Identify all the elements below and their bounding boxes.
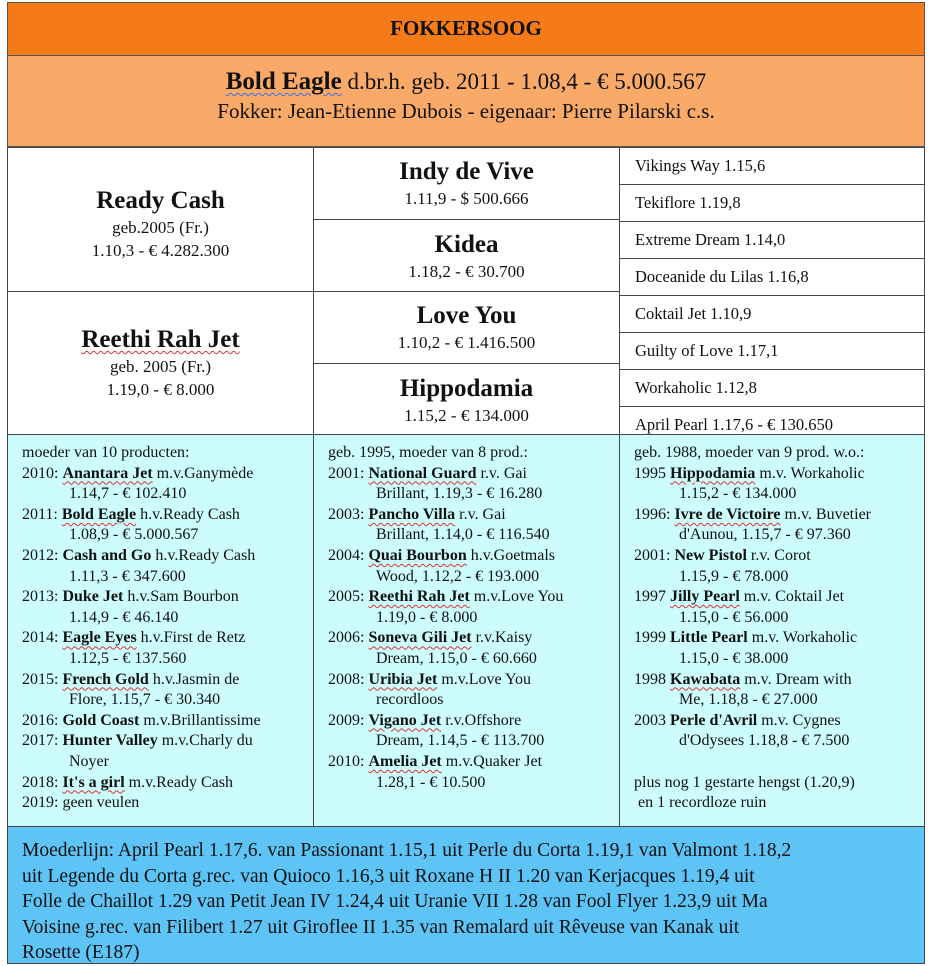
offspring-entry [634,670,924,691]
offspring-text: 2016: [22,711,63,729]
dam-name: Reethi Rah Jet [81,326,240,353]
horse-header [7,56,925,147]
offspring-text: r.v. Gai [476,464,527,482]
offspring-text: 1998 [634,670,670,688]
offspring-text: 1996: [634,505,675,523]
offspring-record: Brillant, 1.19,3 - € 16.280 [376,485,543,503]
offspring-text: r.v. Gai [455,505,506,523]
offspring-record: Dream, 1.14,5 - € 113.700 [376,732,545,750]
horse-breeder-owner: Fokker: Jean-Etienne Dubois - eigenaar: Pierre Pilarski c.s. [217,99,715,123]
offspring-name: It's a girl [62,773,125,791]
offspring-name: Quai Bourbon [368,546,467,564]
offspring-text: r.v. Corot [746,546,811,564]
offspring-record: 1.28,1 - € 10.500 [376,773,486,791]
grandparent-name: Love You [416,302,517,329]
offspring-name: French Gold [62,670,149,688]
horse-title-line [8,67,924,97]
offspring-text: m.v.Ganymède [152,464,254,482]
offspring-text: 1997 [634,588,670,606]
dam-offspring-list [7,434,314,827]
offspring-entry [22,731,313,752]
offspring-name: Bold Eagle [61,505,137,523]
sire-birth: geb.2005 (Fr.) [112,218,209,237]
offspring-name: National Guard [368,464,477,482]
offspring-text: h.v.Ready Cash [151,546,256,564]
offspring-entry [22,773,313,794]
offspring-note: plus nog 1 gestarte hengst (1.20,9) [634,773,855,791]
grandparent-cell [313,291,620,364]
offspring-text: 2010: [328,752,369,770]
offspring-name: Gold Coast [62,711,140,729]
offspring-text: 2001: [634,546,675,564]
offspring-entry [634,505,924,526]
offspring-name: Pancho Villa [368,505,456,523]
offspring-record: d'Aunou, 1.15,7 - € 97.360 [679,526,851,544]
offspring-text: h.v.Jasmin de [148,670,240,688]
offspring-name: Eagle Eyes [62,629,137,647]
offspring-name: Hippodamia [670,464,756,482]
offspring-record: 1.14,9 - € 46.140 [69,608,179,626]
dam-line-text: Voisine g.rec. van Filibert 1.27 uit Giroflee II 1.35 van Remalard uit Rêveuse van Kanak uit [22,916,740,938]
offspring-record: Dream, 1.15,0 - € 60.660 [376,649,537,667]
offspring-entry [328,464,619,485]
great-grandparent: Guilty of Love 1.17,1 [620,333,924,370]
offspring-text: h.v.First de Retz [136,629,246,647]
offspring-text: m.v.Love You [469,588,564,606]
dam-birth: geb. 2005 (Fr.) [109,357,212,376]
offspring-name: Reethi Rah Jet [368,588,470,606]
dam-line-text: Folle de Chaillot 1.29 van Petit Jean IV 1.24,4 uit Uranie VII 1.28 van Fool Flyer 1.23,9 uit Ma [22,891,768,912]
offspring-name: Jilly Pearl [670,588,740,606]
offspring-text: 2014: [22,629,63,647]
grandparent-record: 1.10,2 - € 1.416.500 [397,333,536,352]
offspring-entry [328,546,619,567]
offspring-name: Ivre de Victoire [674,505,781,523]
grandparent-cell [313,147,620,220]
offspring-entry [634,546,924,567]
offspring-entry [328,752,619,773]
grandparent-name: Indy de Vive [399,158,534,185]
offspring-header: moeder van 10 producten: [22,444,190,461]
offspring-text: m.v. Workaholic [755,464,865,482]
offspring-text: 2009: [328,711,369,729]
offspring-record: 1.15,0 - € 38.000 [679,649,789,667]
great-grandparent: Vikings Way 1.15,6 [620,148,924,185]
offspring-record: Noyer [69,752,109,770]
offspring-name: Anantara Jet [62,464,153,482]
page-title: FOKKERSOOG [7,2,925,56]
offspring-entry [22,670,313,691]
offspring-entry [328,670,619,691]
offspring-entry [22,464,313,485]
offspring-entry [634,628,924,649]
offspring-text: 2013: [22,588,63,606]
offspring-entry [22,587,313,608]
offspring-text: 1995 [634,464,670,482]
offspring-header: geb. 1995, moeder van 8 prod.: [328,444,528,461]
offspring-text: 2003: [328,505,369,523]
dam-line-footer [7,826,925,964]
offspring-text: 2010: [22,464,63,482]
great-grandparent: April Pearl 1.17,6 - € 130.650 [635,415,833,434]
offspring-note: en 1 recordloze ruin [634,794,767,812]
grandparent-record: 1.11,9 - $ 500.666 [404,189,529,208]
offspring-text: m.v. Buvetier [780,505,871,523]
offspring-entry [634,711,924,732]
offspring-record: Wood, 1.12,2 - € 193.000 [376,567,540,585]
offspring-record: Brillant, 1.14,0 - € 116.540 [376,526,550,544]
offspring-text: h.v.Ready Cash [136,505,240,523]
offspring-text: 2004: [328,546,369,564]
offspring-entry [328,628,619,649]
dam-line-text: uit Legende du Corta g.rec. van Quioco 1.16,3 uit Roxane H II 1.20 van Kerjacques 1.19,4 uit [22,865,755,887]
offspring-text: h.v.Goetmals [466,546,555,564]
offspring-name: Soneva Gili Jet [368,629,472,647]
offspring-record: Flore, 1.15,7 - € 30.340 [69,691,221,709]
offspring-record: d'Odysees 1.18,8 - € 7.500 [679,732,850,750]
offspring-text: 2012: [22,546,63,564]
grandparent-cell [313,219,620,292]
offspring-record: 1.14,7 - € 102.410 [69,485,187,503]
sire-record: 1.10,3 - € 4.282.300 [91,241,230,260]
offspring-text: m.v. Coktail Jet [739,588,845,606]
sire-name: Ready Cash [96,187,225,214]
grandparent-record: 1.18,2 - € 30.700 [408,262,525,281]
horse-name: Bold Eagle [225,68,342,95]
offspring-text: r.v.Kaisy [471,629,533,647]
offspring-record: 1.15,2 - € 134.000 [679,485,797,503]
offspring-name: New Pistol [674,546,747,564]
offspring-text: m.v. Dream with [740,670,852,688]
offspring-record: Me, 1.18,8 - € 27.000 [679,691,818,709]
offspring-text: 2018: [22,773,63,791]
offspring-text: m.v. Cygnes [757,711,841,729]
offspring-name: Hunter Valley [62,732,158,750]
offspring-text: 2001: [328,464,369,482]
offspring-record: recordloos [376,691,444,709]
offspring-entry [328,505,619,526]
offspring-entry [22,505,313,526]
offspring-entry: 2019: geen veulen [22,794,140,812]
offspring-name: Vigano Jet [368,711,442,729]
offspring-record: 1.11,3 - € 347.600 [69,567,186,585]
offspring-text: m.v.Charly du [157,732,253,750]
offspring-name: Little Pearl [670,629,748,647]
offspring-text: m.v.Ready Cash [124,773,233,791]
grandparent-name: Kidea [434,231,499,258]
dam-cell [7,291,314,435]
offspring-text: 2008: [328,670,369,688]
great-grandparent: Workaholic 1.12,8 [620,370,924,407]
offspring-text: r.v.Offshore [441,711,522,729]
horse-details: d.br.h. geb. 2011 - 1.08,4 - € 5.000.567 [347,69,707,94]
offspring-text: 2003 [634,711,670,729]
offspring-entry [328,587,619,608]
offspring-text: 1999 [634,629,670,647]
offspring-record: 1.19,0 - € 8.000 [376,608,478,626]
offspring-text: 2017: [22,732,63,750]
offspring-text: 2006: [328,629,369,647]
great-grandparents-column [619,147,925,435]
offspring-record: 1.08,9 - € 5.000.567 [69,526,199,544]
offspring-text: m.v.Brillantissime [139,711,261,729]
great-grandparent: Doceanide du Lilas 1.16,8 [620,259,924,296]
offspring-record: 1.12,5 - € 137.560 [69,649,187,667]
offspring-text: h.v.Sam Bourbon [123,588,239,606]
offspring-entry [634,464,924,485]
offspring-name: Duke Jet [62,588,124,606]
offspring-name: Perle d'Avril [670,711,758,729]
dam-line-text: Moederlijn: April Pearl 1.17,6. van Passionant 1.15,1 uit Perle du Corta 1.19,1 van Valmont 1.18,2 [22,840,792,861]
grandparent-record: 1.15,2 - € 134.000 [404,406,529,425]
offspring-entry [634,587,924,608]
offspring-text: m.v.Quaker Jet [441,752,543,770]
grandparent-name: Hippodamia [399,375,534,402]
offspring-name: Kawabata [670,670,741,688]
offspring-record: 1.15,9 - € 78.000 [679,567,789,585]
offspring-text: 2005: [328,588,369,606]
offspring-text: m.v. Workaholic [747,629,858,647]
offspring-entry [22,546,313,567]
dam-line-text: Rosette (E187) [22,942,140,963]
great-grandparent: Coktail Jet 1.10,9 [620,296,924,333]
offspring-header: geb. 1988, moeder van 9 prod. w.o.: [634,444,865,461]
offspring-entry [328,711,619,732]
offspring-entry [22,711,313,732]
granddam-offspring-list [313,434,620,827]
offspring-record: 1.15,0 - € 56.000 [679,608,789,626]
sire-cell [7,147,314,292]
great-granddam-offspring-list [619,434,925,827]
offspring-name: Cash and Go [62,546,152,564]
offspring-entry [22,628,313,649]
offspring-text: 2011: [22,505,62,523]
dam-record: 1.19,0 - € 8.000 [106,380,215,399]
offspring-name: Amelia Jet [368,752,442,770]
grandparent-cell [313,363,620,435]
great-grandparent: Extreme Dream 1.14,0 [620,222,924,259]
offspring-text: m.v.Love You [437,670,531,688]
offspring-name: Uribia Jet [368,670,438,688]
great-grandparent: Tekiflore 1.19,8 [620,185,924,222]
offspring-text: 2015: [22,670,63,688]
